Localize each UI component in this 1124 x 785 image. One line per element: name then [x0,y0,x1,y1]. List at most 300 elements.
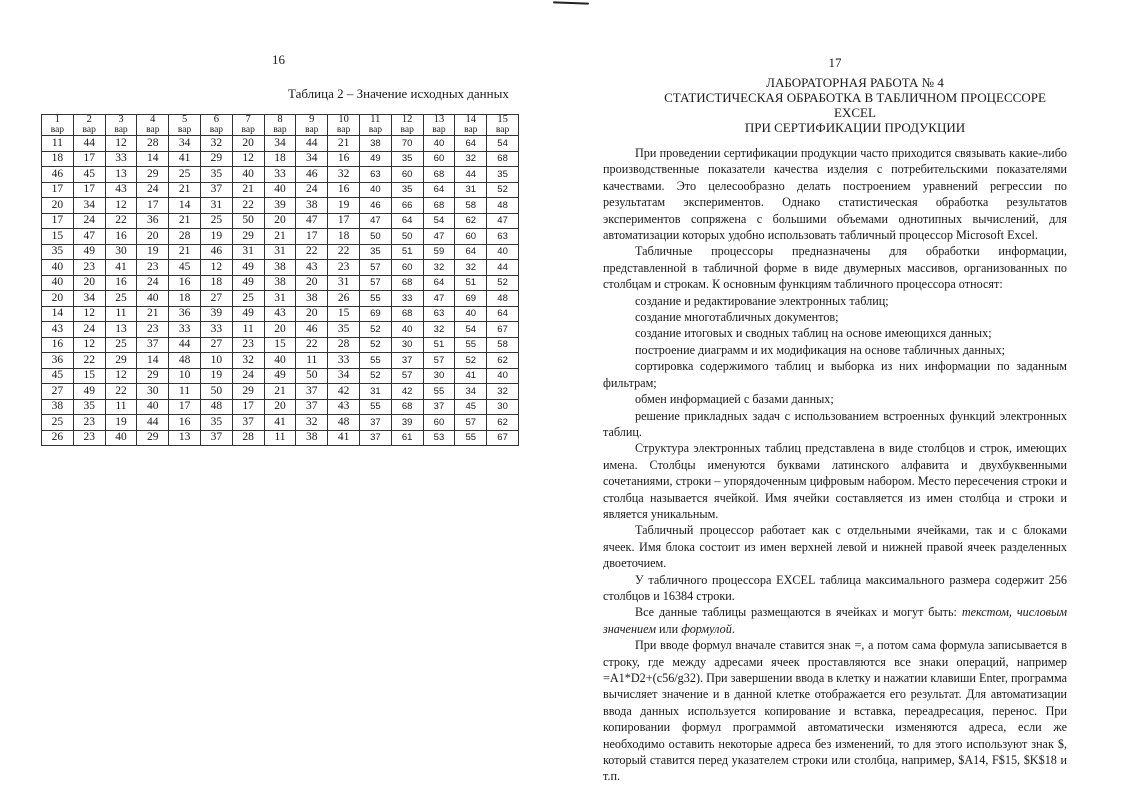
paragraph: Структура электронных таблиц представлена в виде столбцов и строк, имеющих имена. Столбцы именуются буквами латинского алфавита и двухбуквенными сочетаниями, строки – упорядоченным цифровым набором. Место пересечения строки и столбца называется ячейкой. Имя ячейки составляется из имен столбца и строки и является уникальным. [603,441,1067,521]
table-cell: 60 [391,260,423,276]
table-cell: 20 [42,291,74,307]
table-cell: 25 [232,291,264,307]
table-cell: 60 [391,167,423,183]
table-cell: 21 [328,136,360,152]
table-cell: 11 [105,399,137,415]
table-cell: 25 [200,213,232,229]
table-cell: 33 [105,151,137,167]
table-cell: 55 [359,353,391,369]
table-cell: 38 [296,430,328,446]
table-cell: 29 [232,384,264,400]
table-cell: 32 [296,415,328,431]
table-cell: 67 [487,322,519,338]
table-row [42,306,519,322]
column-unit-header: вар [137,125,169,136]
table-cell: 36 [137,213,169,229]
table-cell: 62 [487,353,519,369]
table-cell: 44 [137,415,169,431]
table-cell: 16 [169,275,201,291]
table-cell: 22 [296,244,328,260]
table-caption: Таблица 2 – Значение исходных данных [288,86,509,101]
table-cell: 29 [232,229,264,245]
table-row [42,260,519,276]
table-cell: 63 [487,229,519,245]
table-cell: 49 [232,260,264,276]
table-cell: 54 [423,213,455,229]
table-cell: 31 [200,198,232,214]
table-cell: 26 [42,430,74,446]
table-cell: 12 [232,151,264,167]
column-unit-header: вар [200,125,232,136]
table-cell: 51 [455,275,487,291]
table-cell: 28 [137,136,169,152]
table-cell: 38 [296,291,328,307]
table-cell: 24 [73,322,105,338]
table-row [42,167,519,183]
table-row [42,430,519,446]
table-cell: 17 [42,213,74,229]
table-cell: 52 [359,368,391,384]
table-cell: 22 [73,353,105,369]
table-row [42,136,519,152]
source-data-table [41,114,519,446]
table-cell: 19 [105,415,137,431]
table-cell: 46 [200,244,232,260]
paragraph: Табличные процессоры предназначены для обработки информации, представленной в табличной форме в виде двумерных массивов, организованных по столбцам и строкам. К основным функциям табличного процессора относят: [603,244,1067,292]
table-cell: 64 [455,244,487,260]
table-row [42,322,519,338]
table-cell: 18 [328,229,360,245]
table-cell: 40 [137,399,169,415]
table-cell: 50 [232,213,264,229]
table-cell: 39 [200,306,232,322]
column-unit-header: вар [328,125,360,136]
table-cell: 38 [359,136,391,152]
table-cell: 55 [359,399,391,415]
table-cell: 57 [359,275,391,291]
table-cell: 21 [169,213,201,229]
table-cell: 57 [455,415,487,431]
table-cell: 38 [42,399,74,415]
list-item: решение прикладных задач с использованием встроенных функций электронных таблиц. [603,408,1067,439]
table-cell: 37 [423,399,455,415]
table-cell: 52 [455,353,487,369]
table-cell: 42 [328,384,360,400]
table-cell: 40 [264,182,296,198]
table-cell: 33 [264,167,296,183]
table-cell: 63 [423,306,455,322]
table-cell: 25 [105,291,137,307]
table-cell: 17 [73,151,105,167]
table-cell: 21 [137,306,169,322]
table-cell: 21 [264,384,296,400]
column-number-header: 4 [137,115,169,126]
table-cell: 12 [105,136,137,152]
table-cell: 18 [169,291,201,307]
table-cell: 24 [73,213,105,229]
column-unit-header: вар [359,125,391,136]
table-cell: 32 [455,151,487,167]
table-cell: 12 [105,368,137,384]
table-cell: 40 [487,368,519,384]
table-cell: 33 [200,322,232,338]
table-cell: 35 [328,322,360,338]
table-cell: 37 [200,430,232,446]
column-unit-header: вар [391,125,423,136]
table-cell: 21 [169,182,201,198]
column-unit-header: вар [296,125,328,136]
table-cell: 37 [200,182,232,198]
table-cell: 43 [105,182,137,198]
table-cell: 64 [487,306,519,322]
table-cell: 23 [328,260,360,276]
table-cell: 40 [42,275,74,291]
table-cell: 49 [232,275,264,291]
table-cell: 17 [296,229,328,245]
table-cell: 17 [73,182,105,198]
column-number-header: 5 [169,115,201,126]
table-cell: 40 [232,167,264,183]
table-cell: 21 [264,229,296,245]
table-cell: 52 [359,337,391,353]
column-unit-header: вар [169,125,201,136]
table-cell: 53 [423,430,455,446]
table-cell: 11 [42,136,74,152]
table-cell: 36 [169,306,201,322]
table-cell: 40 [423,136,455,152]
table-cell: 47 [296,213,328,229]
table-row [42,337,519,353]
lab-title-line: ЛАБОРАТОРНАЯ РАБОТА № 4 [766,75,944,90]
table-cell: 34 [328,368,360,384]
table-cell: 37 [391,353,423,369]
table-cell: 52 [487,275,519,291]
table-cell: 25 [169,167,201,183]
lab-title [603,75,1067,135]
table-cell: 48 [487,291,519,307]
table-cell: 17 [328,213,360,229]
table-cell: 31 [232,244,264,260]
table-cell: 34 [73,198,105,214]
table-cell: 17 [232,399,264,415]
table-cell: 50 [200,384,232,400]
table-cell: 37 [296,399,328,415]
table-cell: 31 [455,182,487,198]
table-cell: 40 [487,244,519,260]
table-cell: 48 [200,399,232,415]
table-cell: 70 [391,136,423,152]
table-cell: 22 [232,198,264,214]
table-cell: 34 [296,151,328,167]
table-cell: 16 [105,275,137,291]
table-cell: 68 [487,151,519,167]
table-cell: 22 [105,384,137,400]
table-cell: 20 [296,275,328,291]
table-cell: 28 [328,337,360,353]
table-cell: 18 [264,151,296,167]
table-cell: 55 [359,291,391,307]
table-cell: 13 [105,167,137,183]
table-cell: 47 [73,229,105,245]
table-cell: 49 [359,151,391,167]
table-cell: 40 [391,322,423,338]
table-cell: 46 [296,167,328,183]
table-row [42,353,519,369]
table-cell: 63 [359,167,391,183]
column-unit-header: вар [232,125,264,136]
list-item: создание итоговых и сводных таблиц на основе имеющихся данных; [635,326,992,341]
table-cell: 64 [455,136,487,152]
table-cell: 38 [296,198,328,214]
table-cell: 47 [359,213,391,229]
table-cell: 33 [391,291,423,307]
table-cell: 17 [169,399,201,415]
table-cell: 68 [391,306,423,322]
table-cell: 39 [391,415,423,431]
column-unit-header: вар [264,125,296,136]
column-number-header: 6 [200,115,232,126]
table-cell: 61 [391,430,423,446]
table-cell: 45 [73,167,105,183]
emphasis-number: числовым значением [603,605,1068,636]
table-cell: 14 [137,353,169,369]
table-cell: 18 [200,275,232,291]
table-cell: 41 [264,415,296,431]
table-cell: 51 [423,337,455,353]
table-cell: 35 [391,182,423,198]
table-cell: 29 [137,167,169,183]
table-cell: 41 [169,151,201,167]
table-cell: 21 [169,244,201,260]
table-cell: 52 [359,322,391,338]
table-cell: 64 [391,213,423,229]
table-cell: 23 [137,322,169,338]
table-cell: 43 [328,399,360,415]
table-cell: 36 [42,353,74,369]
table-cell: 32 [423,260,455,276]
column-unit-header: вар [105,125,137,136]
column-number-header: 9 [296,115,328,126]
table-header-unit-row [42,125,519,136]
emphasis-formula: формулой [681,621,732,636]
column-number-header: 14 [455,115,487,126]
table-cell: 31 [359,384,391,400]
table-cell: 38 [264,260,296,276]
table-cell: 12 [200,260,232,276]
table-cell: 44 [73,136,105,152]
table-cell: 32 [232,353,264,369]
table-cell: 45 [455,399,487,415]
table-row [42,151,519,167]
table-cell: 43 [264,306,296,322]
table-cell: 57 [423,353,455,369]
column-unit-header: вар [42,125,74,136]
table-cell: 64 [423,275,455,291]
text: или [655,621,682,636]
table-cell: 60 [423,415,455,431]
body-text [603,145,1067,785]
table-cell: 13 [169,430,201,446]
table-cell: 34 [455,384,487,400]
table-row [42,182,519,198]
table-cell: 55 [423,384,455,400]
table-cell: 12 [105,198,137,214]
column-number-header: 7 [232,115,264,126]
table-cell: 41 [455,368,487,384]
table-cell: 29 [200,151,232,167]
emphasis-text: текстом [961,605,1009,620]
table-cell: 34 [264,136,296,152]
table-cell: 59 [423,244,455,260]
table-cell: 35 [200,415,232,431]
table-row [42,384,519,400]
table-cell: 40 [137,291,169,307]
table-cell: 10 [200,353,232,369]
table-cell: 14 [42,306,74,322]
table-cell: 69 [359,306,391,322]
table-cell: 40 [455,306,487,322]
table-cell: 25 [105,337,137,353]
table-cell: 54 [487,136,519,152]
table-cell: 22 [328,244,360,260]
table-cell: 23 [73,415,105,431]
table-cell: 38 [264,275,296,291]
scan-artifact-mark [553,1,589,4]
table-cell: 20 [264,213,296,229]
table-cell: 15 [328,306,360,322]
table-cell: 49 [73,384,105,400]
table-cell: 30 [137,384,169,400]
column-unit-header: вар [487,125,519,136]
table-cell: 19 [328,198,360,214]
table-cell: 11 [296,353,328,369]
table-cell: 17 [137,198,169,214]
table-cell: 19 [137,244,169,260]
table-cell: 52 [487,182,519,198]
table-cell: 46 [359,198,391,214]
table-cell: 28 [169,229,201,245]
paragraph: При проведении сертификации продукции часто приходится связывать какие-либо производственные показатели качества изделия с потребительскими показателями качествами. Это целесообразно делать построением уравнений регрессии по результатам экспериментов. Однако статистическая обработка результатов экспериментов сопряжена с большими объемами однотипных вычислений, для автоматизации которых удобно использовать табличный процессор Microsoft Excel. [603,146,1067,243]
table-cell: 35 [359,244,391,260]
table-cell: 20 [264,399,296,415]
column-number-header: 12 [391,115,423,126]
table-cell: 60 [455,229,487,245]
table-row [42,291,519,307]
column-number-header: 11 [359,115,391,126]
table-cell: 17 [42,182,74,198]
right-page [603,55,1067,785]
table-cell: 21 [232,182,264,198]
list-item: создание и редактирование электронных таблиц; [635,293,889,308]
table-row [42,198,519,214]
table-cell: 58 [487,337,519,353]
paragraph: У табличного процессора EXCEL таблица максимального размера содержит 256 столбцов и 16384 строки. [603,572,1067,603]
table-cell: 24 [137,182,169,198]
table-cell: 68 [423,167,455,183]
table-cell: 16 [105,229,137,245]
table-cell: 15 [42,229,74,245]
column-number-header: 1 [42,115,74,126]
table-cell: 27 [42,384,74,400]
table-cell: 22 [105,213,137,229]
table-cell: 11 [232,322,264,338]
table-cell: 57 [359,260,391,276]
table-cell: 28 [232,430,264,446]
table-cell: 37 [359,415,391,431]
table-cell: 47 [487,213,519,229]
table-cell: 16 [328,151,360,167]
table-cell: 35 [487,167,519,183]
list-item: обмен информацией с базами данных; [635,392,834,407]
table-cell: 27 [200,291,232,307]
table-cell: 30 [487,399,519,415]
table-cell: 22 [296,337,328,353]
table-cell: 55 [455,337,487,353]
text: , [1008,605,1017,620]
table-cell: 58 [455,198,487,214]
table-cell: 33 [328,353,360,369]
table-cell: 57 [391,368,423,384]
table-cell: 20 [137,229,169,245]
table-cell: 55 [455,430,487,446]
table-cell: 25 [42,415,74,431]
column-number-header: 15 [487,115,519,126]
table-cell: 54 [455,322,487,338]
table-cell: 14 [137,151,169,167]
table-cell: 30 [391,337,423,353]
column-unit-header: вар [423,125,455,136]
column-number-header: 2 [73,115,105,126]
table-cell: 16 [328,182,360,198]
column-unit-header: вар [73,125,105,136]
table-cell: 30 [423,368,455,384]
table-cell: 37 [359,430,391,446]
table-cell: 64 [423,182,455,198]
table-cell: 37 [296,384,328,400]
table-body [42,136,519,446]
table-cell: 37 [232,415,264,431]
table-cell: 68 [391,275,423,291]
list-item: построение диаграмм и их модификация на основе табличных данных; [635,342,1006,357]
table-cell: 13 [105,322,137,338]
table-cell: 20 [42,198,74,214]
table-cell: 16 [169,415,201,431]
table-cell: 37 [137,337,169,353]
table-cell: 66 [391,198,423,214]
table-cell: 62 [455,213,487,229]
table-cell: 40 [359,182,391,198]
table-cell: 10 [169,368,201,384]
table-cell: 20 [232,136,264,152]
table-cell: 23 [137,260,169,276]
table-cell: 32 [487,384,519,400]
table-cell: 12 [73,337,105,353]
column-number-header: 10 [328,115,360,126]
table-cell: 44 [455,167,487,183]
table-cell: 40 [42,260,74,276]
table-row [42,275,519,291]
table-cell: 23 [232,337,264,353]
table-cell: 23 [73,430,105,446]
table-cell: 20 [296,306,328,322]
column-number-header: 3 [105,115,137,126]
column-unit-header: вар [455,125,487,136]
table-cell: 51 [391,244,423,260]
table-cell: 41 [328,430,360,446]
table-cell: 16 [42,337,74,353]
paragraph: При вводе формул вначале ставится знак =, а потом сама формула записывается в строку, где между адресами ячеек проставляются все знаки операций, например =A1*D2+(c56/g32). При завершении ввода в клетку и нажатии клавиши Enter, программа вычисляет значение и в данной клетке отображается его результат. Для автоматизации ввода данных используется копирование и вставка, переадресация, перенос. При копировании формул программой автоматически изменяются адреса, если же необходимо оставить некоторые адреса без изменений, то для этого используют знак $, который ставится перед указателем строки или столбца, например, $A14, F$15, $K$18 и т.п. [603,638,1067,784]
table-cell: 47 [423,229,455,245]
